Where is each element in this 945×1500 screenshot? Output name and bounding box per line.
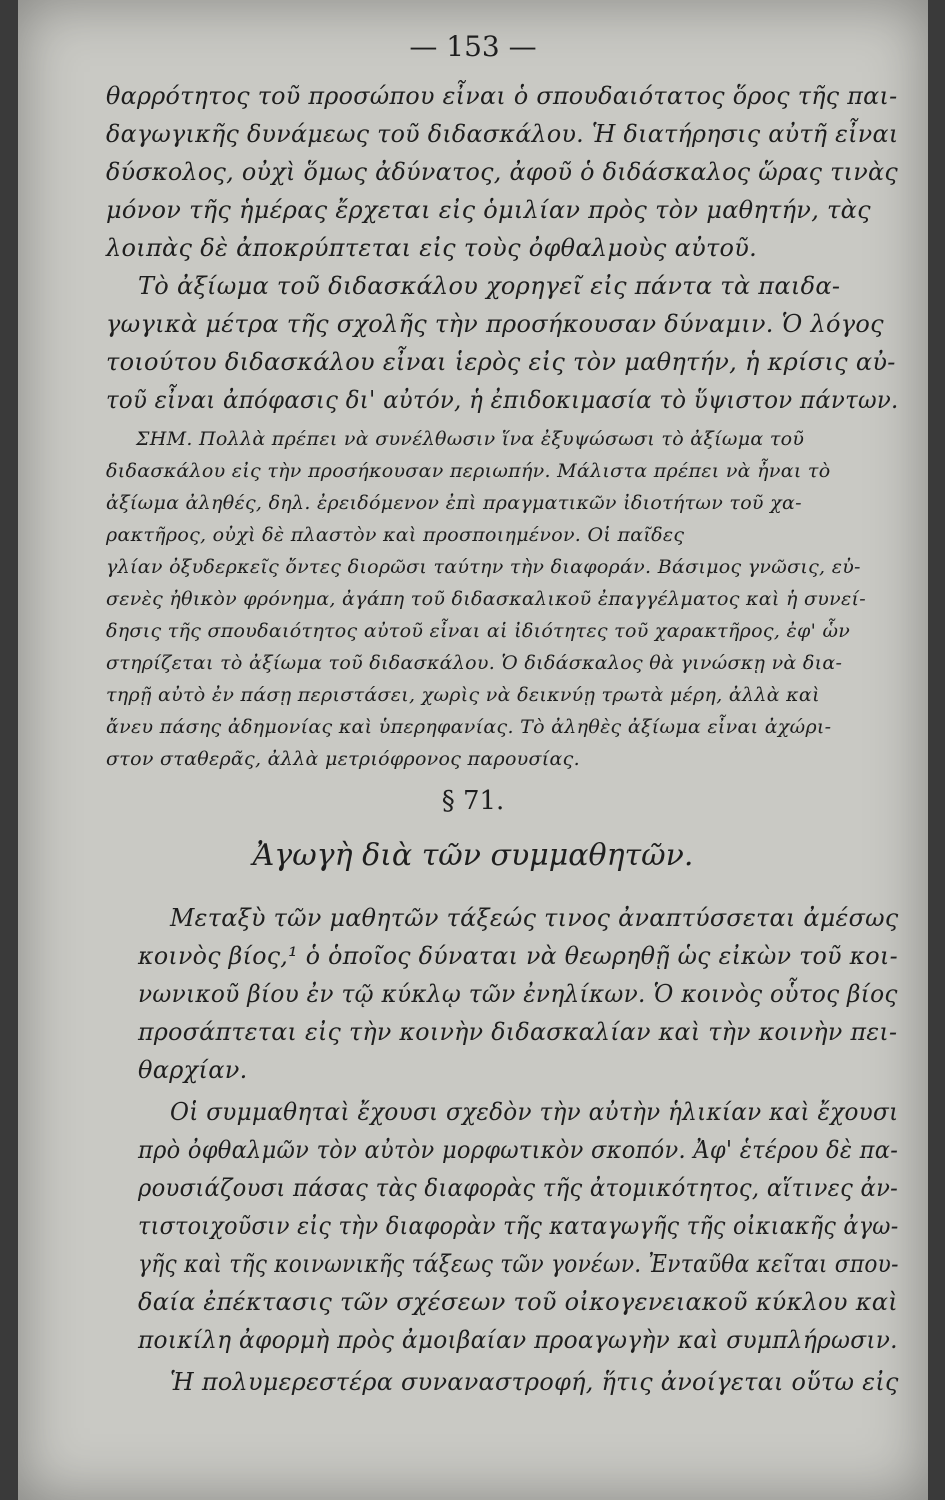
note-line: στηρίζεται τὸ ἀξίωμα τοῦ διδασκάλου. Ὁ διδάσκαλος θὰ γινώσκῃ νὰ δια- <box>106 652 843 674</box>
note-line: γλίαν ὀξυδερκεῖς ὄντες διορῶσι ταύτην τὴν διαφοράν. Βάσιμος γνῶσις, εὐ- <box>106 556 861 578</box>
note-line: ἄνευ πάσης ἀδημονίας καὶ ὑπερηφανίας. Τὸ ἀληθὲς ἀξίωμα εἶναι ἀχώρι- <box>106 716 832 738</box>
text-line: νωνικοῦ βίου ἐν τῷ κύκλῳ τῶν ἐνηλίκων. Ὁ κοινὸς οὗτος βίος <box>138 980 898 1008</box>
text-line: γῆς καὶ τῆς κοινωνικῆς τάξεως τῶν γονέων. Ἐνταῦθα κεῖται σπου- <box>138 1250 899 1278</box>
page-number: — 153 — <box>409 30 537 63</box>
note-line: διδασκάλου εἰς τὴν προσήκουσαν περιωπήν. Μάλιστα πρέπει νὰ ἦναι τὸ <box>106 460 831 482</box>
text-line: ποικίλη ἀφορμὴ πρὸς ἀμοιβαίαν προαγωγὴν καὶ συμπλήρωσιν. <box>138 1326 898 1354</box>
text-line: Τὸ ἀξίωμα τοῦ διδασκάλου χορηγεῖ εἰς πάντα τὰ παιδα- <box>138 272 841 300</box>
note-line: τηρῇ αὐτὸ ἐν πάσῃ περιστάσει, χωρὶς νὰ δεικνύῃ τρωτὰ μέρη, ἀλλὰ καὶ <box>106 684 820 706</box>
note-line: δησις τῆς σπουδαιότητος αὐτοῦ εἶναι αἱ ἰδιότητες τοῦ χαρακτῆρος, ἐφ' ὧν <box>106 620 851 642</box>
text-line: λοιπὰς δὲ ἀποκρύπτεται εἰς τοὺς ὀφθαλμοὺς αὐτοῦ. <box>106 234 758 262</box>
text-line: Μεταξὺ τῶν μαθητῶν τάξεώς τινος ἀναπτύσσεται ἀμέσως <box>170 904 899 932</box>
text-line: θαρρότητος τοῦ προσώπου εἶναι ὁ σπουδαιότατος ὅρος τῆς παι- <box>106 82 898 110</box>
note-line: ἀξίωμα ἀληθές, δηλ. ἐρειδόμενον ἐπὶ πραγματικῶν ἰδιοτήτων τοῦ χα- <box>106 492 802 514</box>
text-line: δύσκολος, οὐχὶ ὅμως ἀδύνατος, ἀφοῦ ὁ διδάσκαλος ὥρας τινὰς <box>106 158 898 186</box>
text-line: θαρχίαν. <box>138 1056 248 1084</box>
text-line: ρουσιάζουσι πάσας τὰς διαφορὰς τῆς ἀτομικότητος, αἵτινες ἀν- <box>138 1174 899 1202</box>
note-line: ρακτῆρος, οὐχὶ δὲ πλαστὸν καὶ προσποιημένον. Οἱ παῖδες <box>106 524 685 546</box>
text-line: κοινὸς βίος,¹ ὁ ὁποῖος δύναται νὰ θεωρηθῇ ὡς εἰκὼν τοῦ κοι- <box>138 942 898 970</box>
note-line: σενὲς ἠθικὸν φρόνημα, ἀγάπη τοῦ διδασκαλικοῦ ἐπαγγέλματος καὶ ἡ συνεί- <box>106 588 866 610</box>
note-line: ΣΗΜ. Πολλὰ πρέπει νὰ συνέλθωσιν ἵνα ἐξυψώσωσι τὸ ἀξίωμα τοῦ <box>136 428 805 450</box>
section-title: Ἀγωγὴ διὰ τῶν συμμαθητῶν. <box>252 838 694 873</box>
text-line: τοιούτου διδασκάλου εἶναι ἱερὸς εἰς τὸν μαθητήν, ἡ κρίσις αὐ- <box>106 348 896 376</box>
text-line: Ἡ πολυμερεστέρα συναναστροφή, ἥτις ἀνοίγεται οὕτω εἰς <box>170 1368 899 1396</box>
text-line: Οἱ συμμαθηταὶ ἔχουσι σχεδὸν τὴν αὐτὴν ἡλικίαν καὶ ἔχουσι <box>170 1098 899 1126</box>
text-line: μόνον τῆς ἡμέρας ἔρχεται εἰς ὁμιλίαν πρὸς τὸν μαθητήν, τὰς <box>106 196 871 224</box>
text-line: δαγωγικῆς δυνάμεως τοῦ διδασκάλου. Ἡ διατήρησις αὐτῆ εἶναι <box>106 120 899 148</box>
book-page <box>18 0 928 1500</box>
text-line: προσάπτεται εἰς τὴν κοινὴν διδασκαλίαν καὶ τὴν κοινὴν πει- <box>138 1018 898 1046</box>
note-line: στον σταθερᾶς, ἀλλὰ μετριόφρονος παρουσίας. <box>106 748 580 770</box>
text-line: τοῦ εἶναι ἀπόφασις δι' αὐτόν, ἡ ἐπιδοκιμασία τὸ ὕψιστον πάντων. <box>106 386 899 414</box>
text-line: γωγικὰ μέτρα τῆς σχολῆς τὴν προσήκουσαν δύναμιν. Ὁ λόγος <box>106 310 884 338</box>
text-line: δαία ἐπέκτασις τῶν σχέσεων τοῦ οἰκογενειακοῦ κύκλου καὶ <box>138 1288 898 1316</box>
section-number: § 71. <box>441 786 505 816</box>
text-line: τιστοιχοῦσιν εἰς τὴν διαφορὰν τῆς καταγωγῆς τῆς οἰκιακῆς ἀγω- <box>138 1212 899 1240</box>
text-line: πρὸ ὀφθαλμῶν τὸν αὐτὸν μορφωτικὸν σκοπόν. Ἀφ' ἑτέρου δὲ πα- <box>138 1136 899 1164</box>
